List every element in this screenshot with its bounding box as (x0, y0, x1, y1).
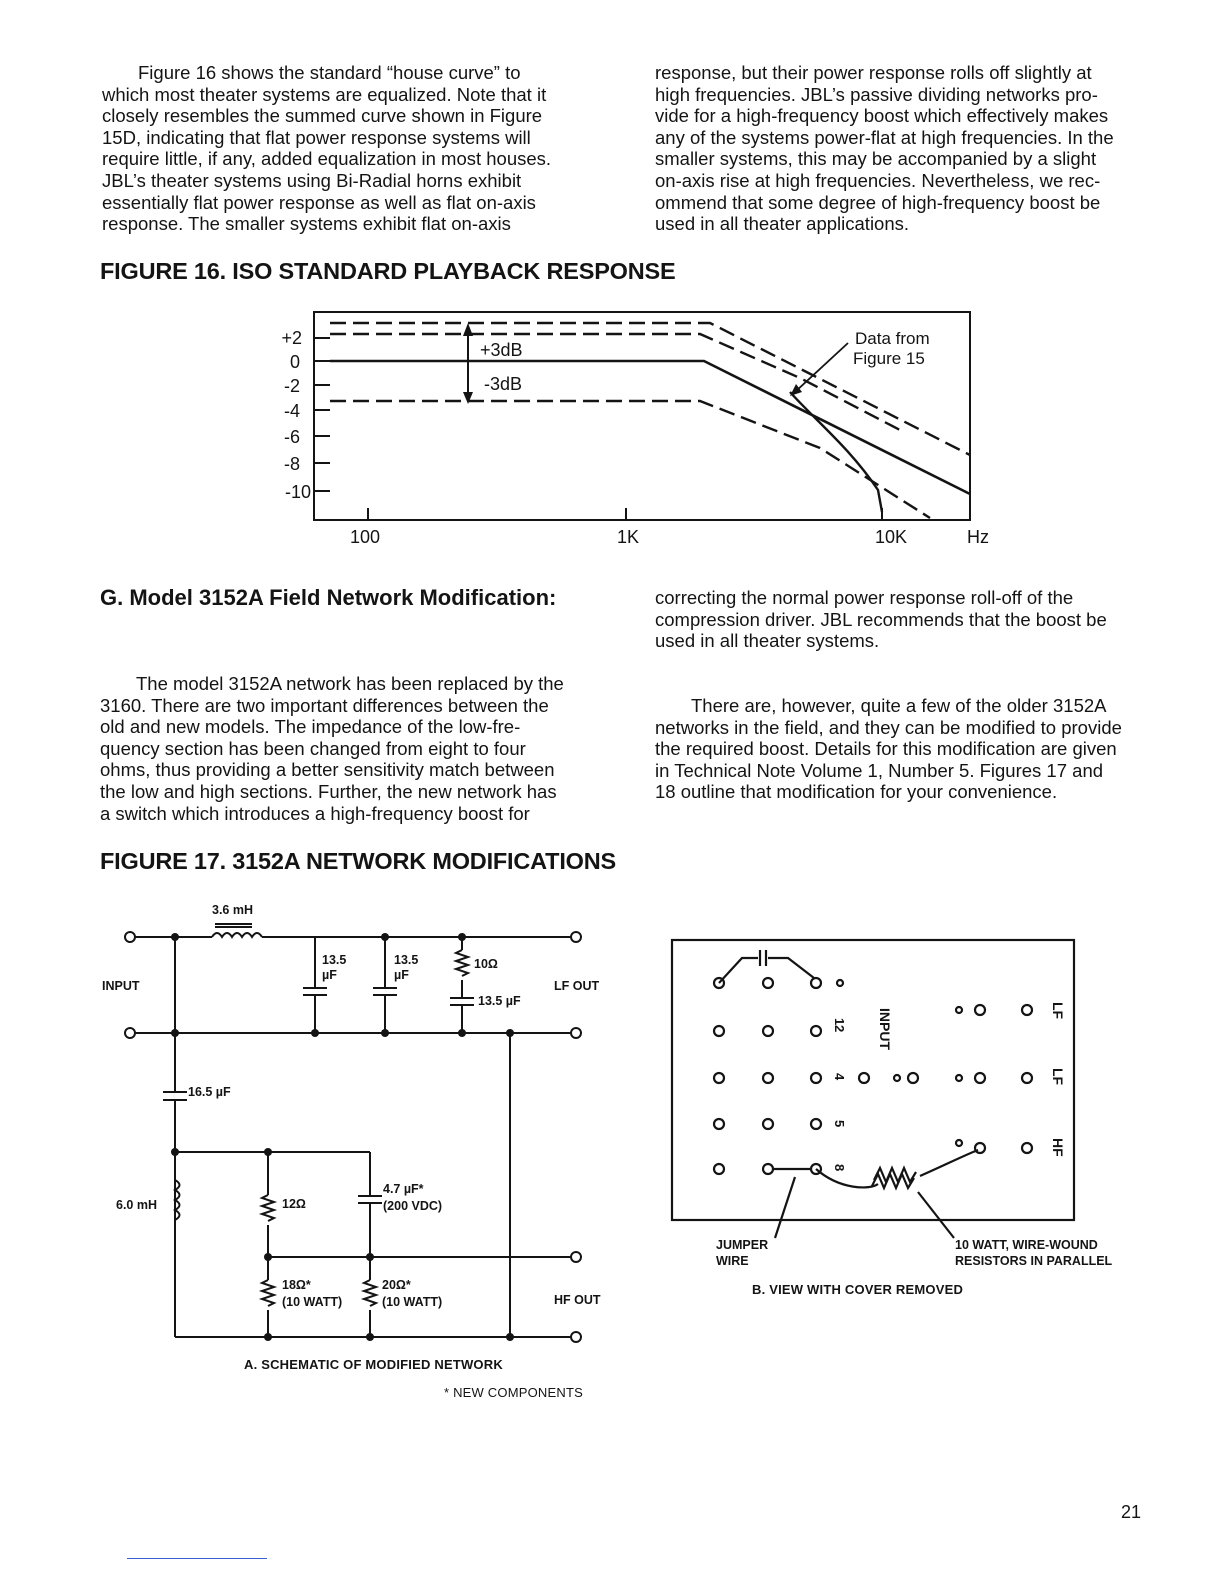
footer-rule (127, 1558, 267, 1559)
minus3db-label: -3dB (484, 374, 523, 394)
jumper-label-1: JUMPER (716, 1238, 769, 1252)
schematic-diagram (0, 880, 620, 1420)
figure16-title: FIGURE 16. ISO STANDARD PLAYBACK RESPONSE (100, 258, 676, 284)
section-g-right-paragraph-2: There are, however, quite a few of the older 3152A networks in the field, and they can be modified to provide the required boost. Details for this modification are given in Technical Note Volume 1, Number 5. Figures 17 and 18 outline that modification for your convenience. (655, 695, 1122, 803)
data-from-label: Data from (855, 329, 930, 348)
board-hf-label: HF (1050, 1138, 1066, 1157)
y-tick-m10: -10 (284, 482, 311, 502)
board-lf-label-2: LF (1050, 1068, 1066, 1086)
hf-out-label: HF OUT (554, 1293, 601, 1307)
cap1-label-b: µF (322, 968, 337, 982)
cap2-label-a: 13.5 (394, 953, 419, 967)
board-view-diagram (600, 920, 1160, 1268)
cap1-label-a: 13.5 (322, 953, 347, 967)
y-tick-m4: -4 (283, 401, 300, 421)
inductor-6mh-label: 6.0 mH (116, 1198, 157, 1212)
intro-left-paragraph: Figure 16 shows the standard “house curve” to which most theater systems are equalized. Note that it closely resembles the summed curve shown in Figure 15D, indicating that flat power response systems will require little, if any, added equalization in most houses. JBL’s theater systems using Bi-Radial horns exhibit essentially flat power response as well as flat on-axis response. The smaller systems exhibit flat on-axis (102, 62, 552, 235)
intro-right-paragraph: response, but their power response rolls off slightly at high frequencies. JBL’s passive dividing networks pro- vide for a high-frequency boost which effectively makes any of the systems power-flat at high frequencies. In the smaller systems, this may be accompanied by a slight on-axis rise at high frequencies. Nevertheless, we rec- ommend that some degree of high-frequency boost be used in all theater applications. (655, 62, 1114, 235)
terminal-1-label: 1 (832, 1018, 847, 1026)
y-tick-m2: -2 (283, 376, 300, 396)
cap-4-7-label-a: 4.7 µF* (383, 1182, 424, 1196)
res-20-label-b: (10 WATT) (382, 1295, 443, 1309)
input-label: INPUT (102, 979, 140, 993)
section-g-title: G. Model 3152A Field Network Modification: (100, 585, 557, 610)
data-from-label-2: Figure 15 (853, 349, 925, 368)
cap2-label-b: µF (394, 968, 409, 982)
res-10-label: 10Ω (474, 957, 498, 971)
terminal-4-label: 4 (832, 1073, 847, 1081)
plus3db-label: +3dB (480, 340, 523, 360)
board-lf-label-1: LF (1050, 1002, 1066, 1020)
figure17-title: FIGURE 17. 3152A NETWORK MODIFICATIONS (100, 848, 616, 874)
cap-4-7-label-b: (200 VDC) (383, 1199, 443, 1213)
y-tick-p2: +2 (281, 328, 302, 348)
cap-16-5-label: 16.5 µF (188, 1085, 231, 1099)
new-components-note: * NEW COMPONENTS (444, 1385, 583, 1400)
res-20-label-a: 20Ω* (382, 1278, 411, 1292)
board-caption: B. VIEW WITH COVER REMOVED (752, 1282, 964, 1297)
x-tick-10k: 10K (874, 527, 908, 547)
resistor-label-2: RESISTORS IN PARALLEL (955, 1254, 1113, 1268)
jumper-label-2: WIRE (716, 1254, 749, 1268)
y-tick-m6: -6 (283, 427, 300, 447)
y-tick-0: 0 (289, 352, 300, 372)
section-g-left-paragraph: The model 3152A network has been replaced by the 3160. There are two important differences between the old and new models. The impedance of the low-fre- quency section has been changed from eight to four ohms, thus providing a better sensitivity match between the low and high sections. Further, the new network has a switch which introduces a high-frequency boost for (100, 673, 564, 824)
lf-out-label: LF OUT (554, 979, 600, 993)
schematic-caption: A. SCHEMATIC OF MODIFIED NETWORK (244, 1357, 503, 1372)
terminal-8-label: 8 (832, 1164, 847, 1172)
x-tick-1k: 1K (616, 527, 640, 547)
res-18-label-a: 18Ω* (282, 1278, 311, 1292)
section-g-right-paragraph-1: correcting the normal power response roll-off of the compression driver. JBL recommends that the boost be used in all theater systems. (655, 587, 1107, 652)
page-number: 21 (1121, 1502, 1142, 1522)
terminal-5-label: 5 (832, 1120, 847, 1128)
inductor-3-6mh-label: 3.6 mH (212, 903, 253, 917)
figure16-graph (0, 0, 1224, 560)
cap3-label: 13.5 µF (478, 994, 521, 1008)
res-12-label: 12Ω (282, 1197, 306, 1211)
board-input-label: INPUT (877, 1008, 893, 1050)
y-tick-m8: -8 (283, 454, 300, 474)
res-18-label-b: (10 WATT) (282, 1295, 343, 1309)
x-tick-100: 100 (349, 527, 381, 547)
terminal-2-label: 2 (832, 1025, 847, 1033)
resistor-label-1: 10 WATT, WIRE-WOUND (955, 1238, 1098, 1252)
x-unit-hz: Hz (967, 527, 989, 547)
